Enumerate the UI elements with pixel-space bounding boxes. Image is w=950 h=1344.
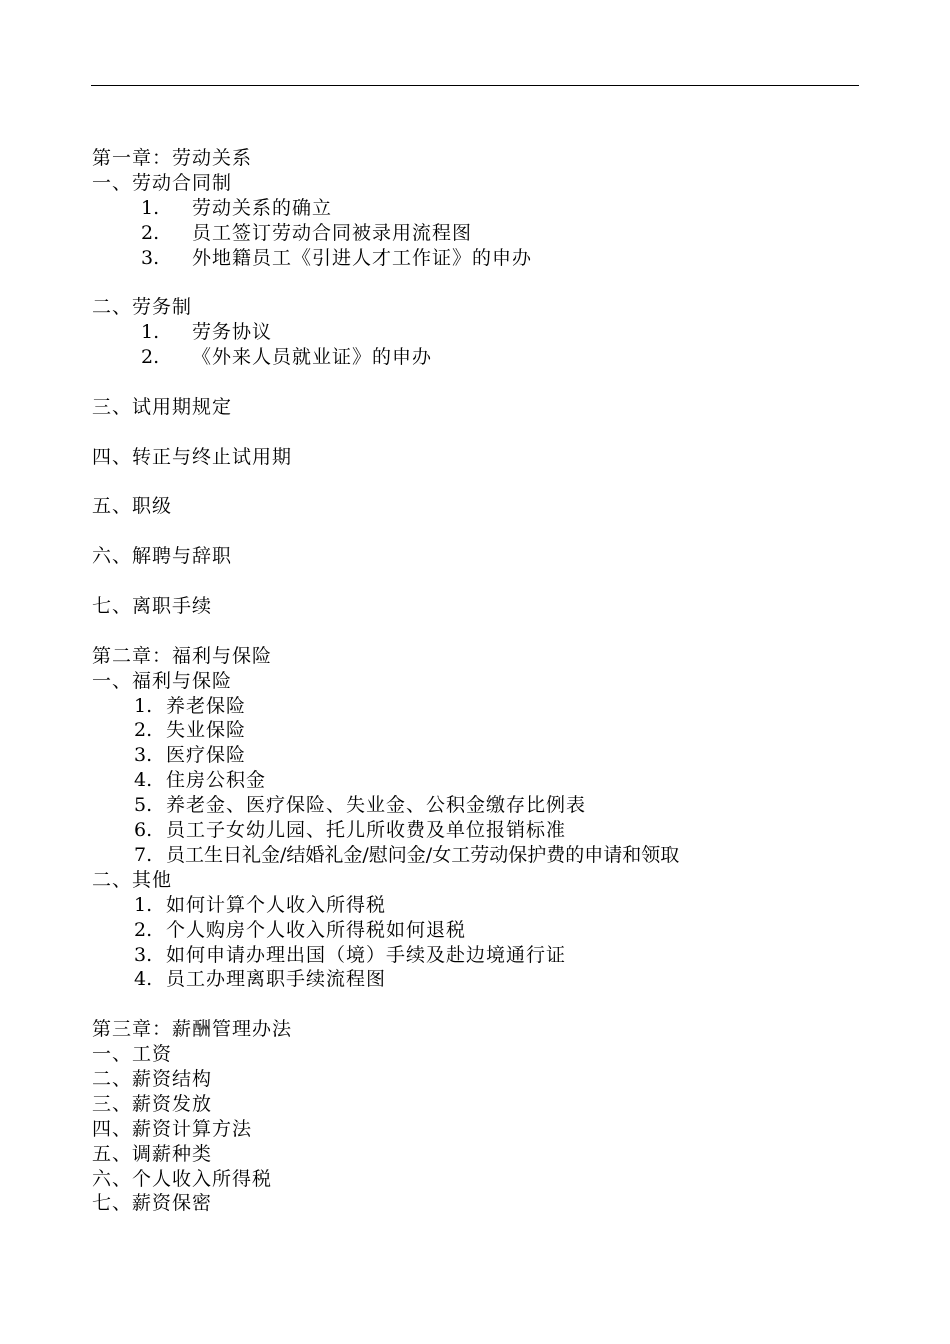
item-text: 劳务协议 <box>192 321 273 344</box>
item-text: 养老保险 <box>166 694 247 717</box>
list-item <box>92 893 852 918</box>
item-text: 员工签订劳动合同被录用流程图 <box>192 221 473 244</box>
item-number: 1. <box>141 196 160 219</box>
list-item <box>92 345 852 370</box>
spacer <box>92 470 852 495</box>
item-number: 1. <box>134 893 153 916</box>
item-number: 5. <box>134 794 153 817</box>
section-heading: 一、工资 <box>92 1043 173 1066</box>
section-heading: 二、劳务制 <box>92 296 193 319</box>
item-number: 2. <box>134 918 153 941</box>
spacer <box>92 519 852 544</box>
item-text: 住房公积金 <box>166 769 267 792</box>
chapter-title: 第二章：福利与保险 <box>92 644 273 667</box>
header-rule <box>91 85 859 86</box>
section-heading: 七、薪资保密 <box>92 1192 213 1215</box>
section-heading: 七、离职手续 <box>92 595 213 618</box>
spacer <box>92 270 852 295</box>
item-number: 3. <box>141 246 160 269</box>
list-item <box>92 694 852 719</box>
item-text: 外地籍员工《引进人才工作证》的申办 <box>192 246 533 269</box>
spacer <box>92 370 852 395</box>
section-heading: 四、薪资计算方法 <box>92 1117 253 1140</box>
section-heading: 一、劳动合同制 <box>92 171 233 194</box>
section-heading: 四、转正与终止试用期 <box>92 445 293 468</box>
list-item <box>92 320 852 345</box>
item-text: 如何计算个人收入所得税 <box>166 893 387 916</box>
list-item <box>92 718 852 743</box>
item-number: 6. <box>134 819 153 842</box>
list-item <box>92 743 852 768</box>
item-number: 2. <box>141 221 160 244</box>
item-number: 1. <box>141 321 160 344</box>
item-number: 4. <box>134 769 153 792</box>
section-heading: 二、薪资结构 <box>92 1067 213 1090</box>
list-item <box>92 843 852 868</box>
item-text: 员工生日礼金/结婚礼金/慰问金/女工劳动保护费的申请和领取 <box>166 843 680 866</box>
chapter-title: 第一章：劳动关系 <box>92 147 253 169</box>
list-item <box>92 793 852 818</box>
item-text: 员工子女幼儿园、托儿所收费及单位报销标准 <box>166 819 567 842</box>
item-number: 3. <box>134 943 153 966</box>
item-text: 员工办理离职手续流程图 <box>166 968 387 991</box>
table-of-contents <box>92 146 852 1216</box>
section-heading: 三、薪资发放 <box>92 1092 213 1115</box>
spacer <box>92 420 852 445</box>
list-item <box>92 221 852 246</box>
item-number: 2. <box>141 346 160 369</box>
item-number: 3. <box>134 744 153 767</box>
item-text: 《外来人员就业证》的申办 <box>192 346 433 369</box>
item-number: 1. <box>134 694 153 717</box>
item-text: 个人购房个人收入所得税如何退税 <box>166 918 467 941</box>
list-item <box>92 818 852 843</box>
list-item <box>92 196 852 221</box>
spacer <box>92 619 852 644</box>
item-text: 劳动关系的确立 <box>192 196 333 219</box>
section-heading: 五、调薪种类 <box>92 1142 213 1165</box>
section-heading: 六、解聘与辞职 <box>92 545 233 568</box>
item-text: 医疗保险 <box>166 744 247 767</box>
list-item <box>92 967 852 992</box>
list-item <box>92 918 852 943</box>
item-text: 养老金、医疗保险、失业金、公积金缴存比例表 <box>166 794 587 817</box>
chapter-title: 第三章：薪酬管理办法 <box>92 1018 293 1041</box>
item-number: 4. <box>134 968 153 991</box>
item-text: 失业保险 <box>166 719 247 742</box>
item-number: 7. <box>134 843 153 866</box>
list-item <box>92 768 852 793</box>
spacer <box>92 569 852 594</box>
list-item <box>92 246 852 271</box>
section-heading: 二、其他 <box>92 868 173 891</box>
spacer <box>92 992 852 1017</box>
list-item <box>92 943 852 968</box>
section-heading: 三、试用期规定 <box>92 395 233 418</box>
item-number: 2. <box>134 719 153 742</box>
item-text: 如何申请办理出国（境）手续及赴边境通行证 <box>166 943 567 966</box>
section-heading: 五、职级 <box>92 495 173 518</box>
section-heading: 六、个人收入所得税 <box>92 1167 273 1190</box>
section-heading: 一、福利与保险 <box>92 669 233 692</box>
